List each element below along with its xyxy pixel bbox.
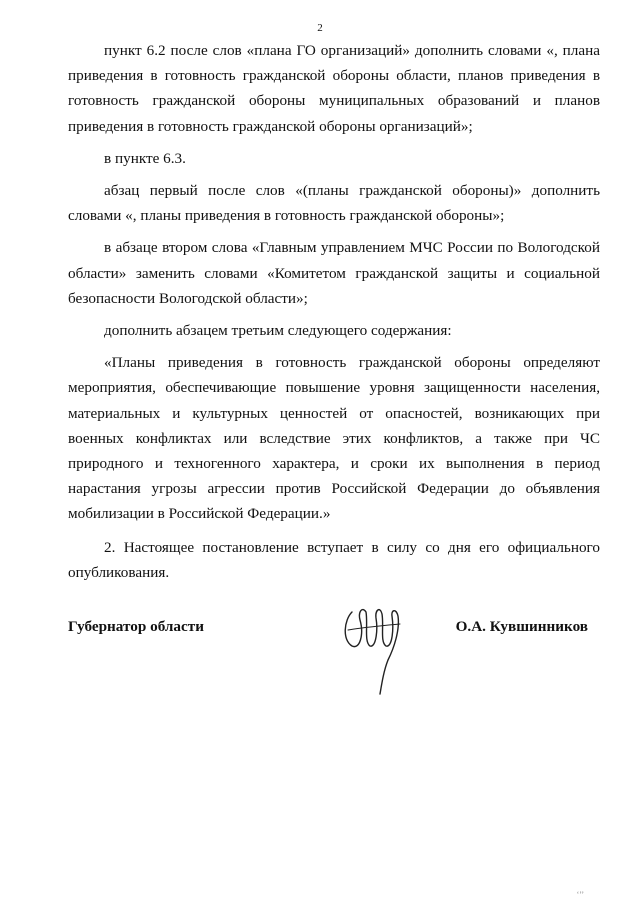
paragraph-item-6-2: пункт 6.2 после слов «плана ГО организаций» дополнить словами «, плана приведения в готовность гражданской обороны области, планов приведения в готовность гражданской обороны муниципальных образований и планов приведения в готовность гражданской обороны организаций»;: [68, 42, 600, 135]
page-number: 2: [317, 22, 323, 34]
signatory-name: О.А. Кувшинников: [455, 618, 588, 635]
paragraph-quoted-text: «Планы приведения в готовность гражданской обороны определяют мероприятия, обеспечивающие повышение уровня защищенности населения, материальных и культурных ценностей от опасностей, возникающих при военных конфликтах или вследствие этих конфликтов, а также при ЧС природного и техногенного характера, и сроки их выполнения в период нарастания угрозы агрессии против Российской Федерации до объявления мобилизации в Российской Федерации.»: [68, 354, 600, 523]
paragraph-abzac-first: абзац первый после слов «(планы гражданской обороны)» дополнить словами «, планы приведения в готовность гражданской обороны»;: [68, 182, 600, 225]
corner-mark: ‘’’: [576, 890, 584, 899]
document-body: [68, 38, 600, 585]
paragraph-abzac-second: в абзаце втором слова «Главным управлением МЧС России по Вологодской области» заменить словами «Комитетом гражданской защиты и социальной безопасности Вологодской области»;: [68, 239, 600, 307]
paragraph-item-6-3: в пункте 6.3.: [104, 149, 186, 167]
paragraph-entry-into-force: 2. Настоящее постановление вступает в силу со дня его официального опубликования.: [68, 538, 600, 581]
paragraph-add-abzac: дополнить абзацем третьим следующего содержания:: [104, 322, 452, 340]
signatory-title: Губернатор области: [68, 618, 204, 635]
handwritten-signature: [338, 590, 408, 700]
